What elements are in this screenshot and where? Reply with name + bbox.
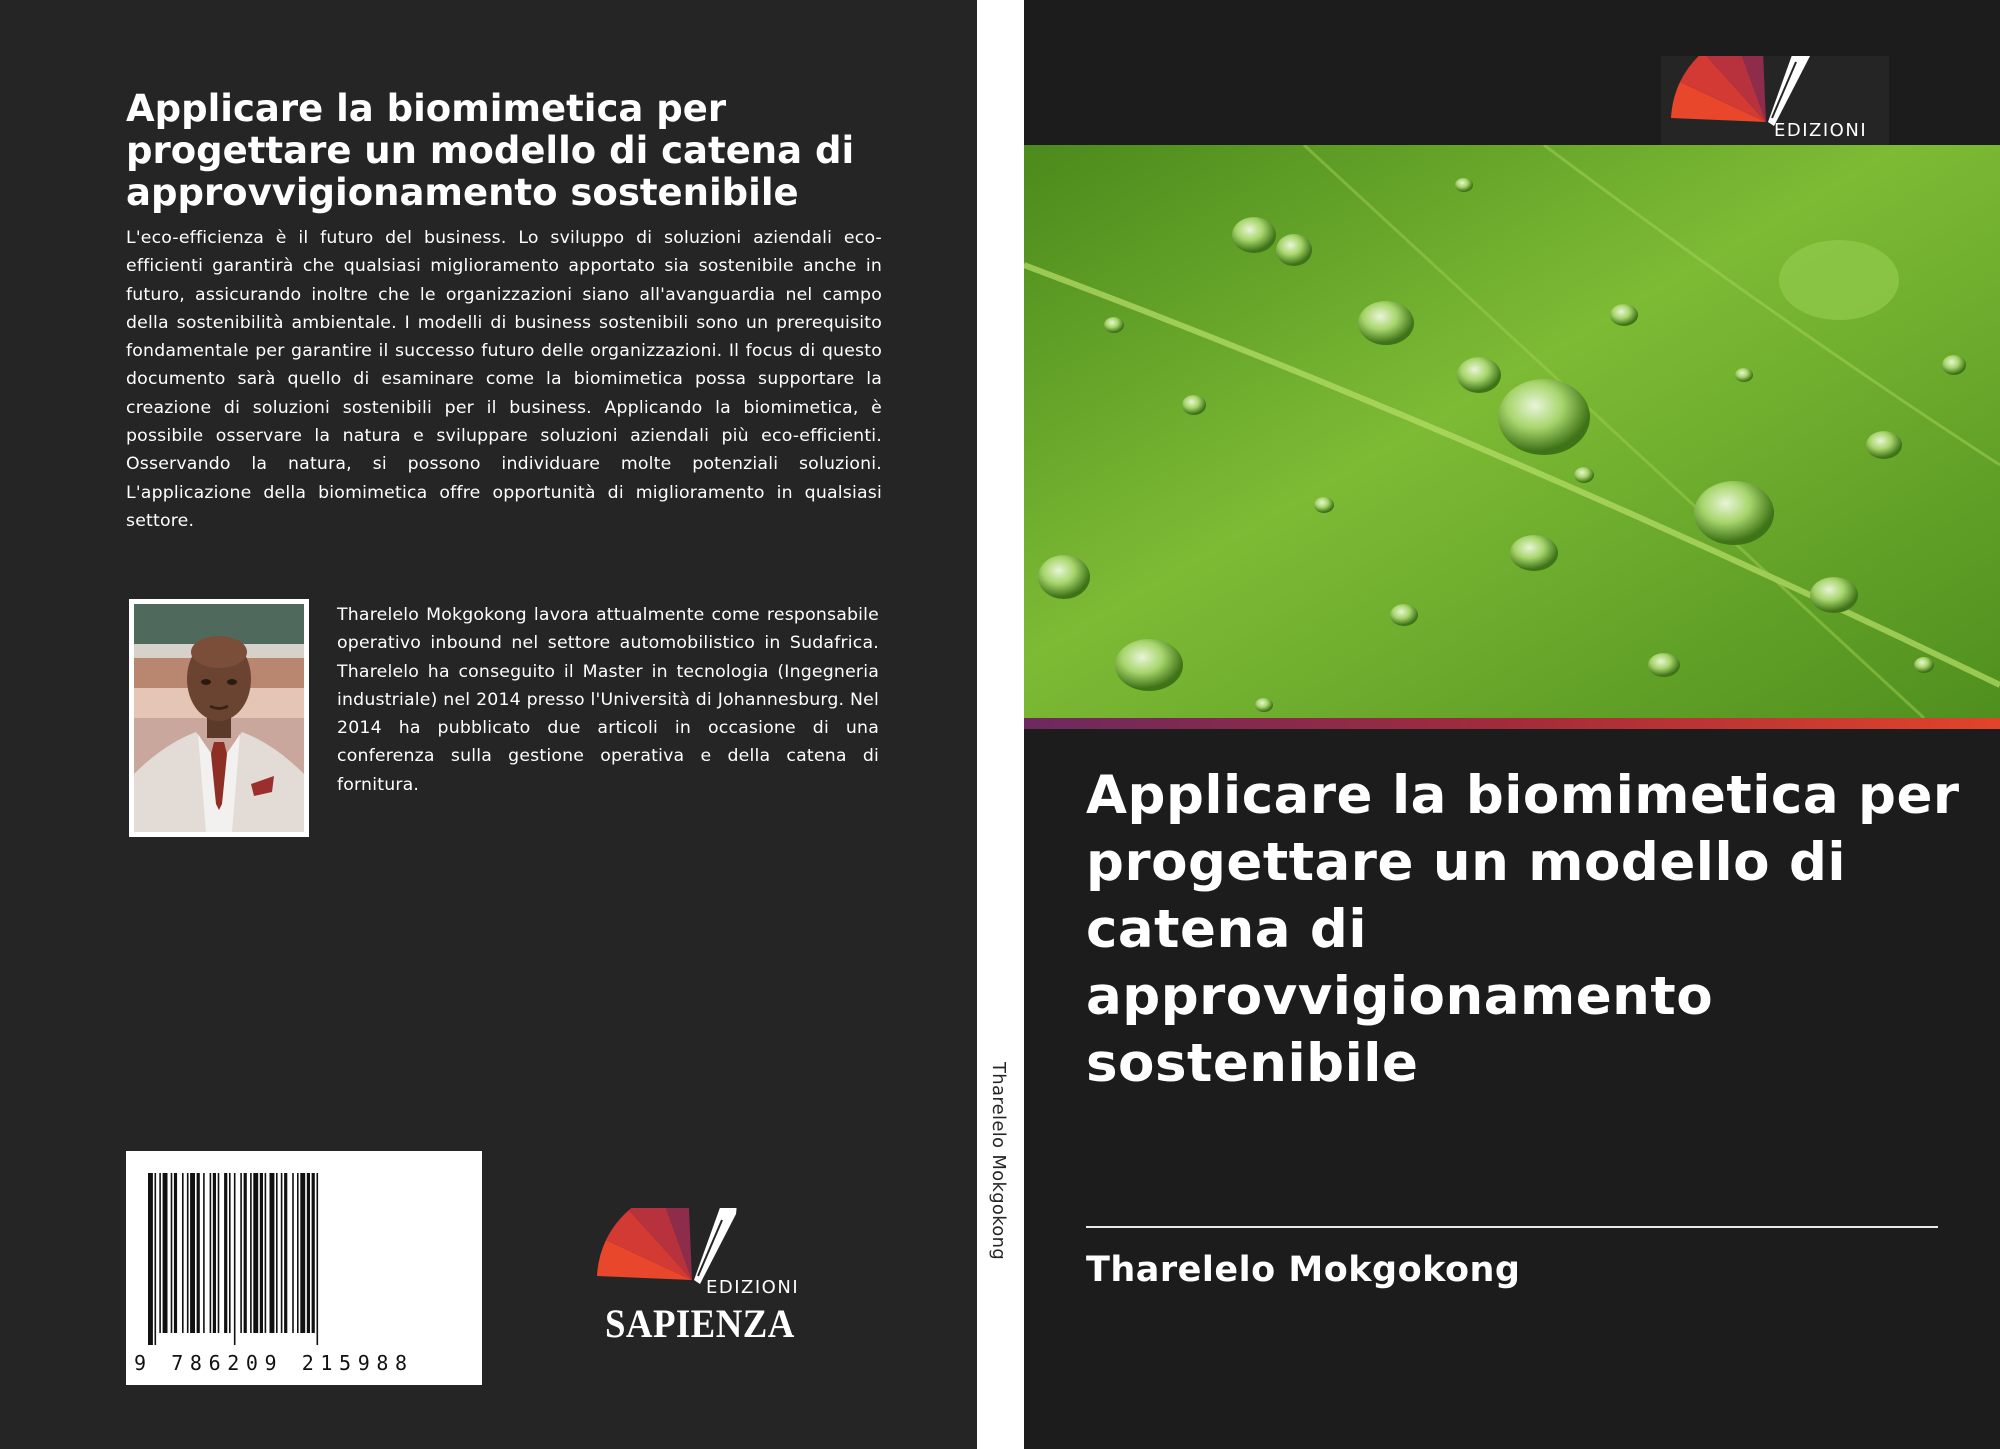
barcode-bar bbox=[276, 1173, 278, 1333]
barcode-bar bbox=[312, 1173, 315, 1333]
leaf-water-drops-image bbox=[1024, 145, 2000, 718]
author-bio: Tharelelo Mokgokong lavora attualmente come responsabile operativo inbound nel settore automobilistico in Sudafrica. Tharelelo ha conseguito il Master in tecnologia (Ingegneria industriale) nel 2014 presso l'Università di Johannesburg. Nel 2014 ha pubblicato due articoli in occasione di una conferenza sulla gestione operativa e della catena di fornitura. bbox=[337, 605, 879, 795]
barcode-bar bbox=[253, 1173, 258, 1333]
barcode-bar bbox=[203, 1173, 205, 1333]
back-cover-blurb: L'eco-efficienza è il futuro del business. Lo sviluppo di soluzioni aziendali eco-efficienti garantirà che qualsiasi miglioramento apportato sia sostenibile anche in futuro, assicurando inoltre che le organizzazioni siano all'avanguardia nel campo della sostenibilità ambientale. I modelli di business sostenibili sono un prerequisito fondamentale per garantire il successo futuro delle organizzazioni. Il focus di questo documento sarà quello di esaminare come la biomimetica possa supportare la creazione di soluzioni sostenibili per il business. Applicando la biomimetica, è possibile osservare la natura e sviluppare soluzioni aziendali più eco-efficienti. Osservando la natura, si possono individuare molte potenziali soluzioni. L'applicazione della biomimetica offre opportunità di miglioramento in qualsiasi settore. bbox=[126, 228, 882, 531]
accent-stripe bbox=[1024, 718, 2000, 729]
back-cover-title: Applicare la biomimetica per progettare un modello di catena di approvvigionamento sostenibile bbox=[126, 87, 855, 214]
logo-edizioni-label: EDIZIONI bbox=[1774, 120, 1868, 141]
barcode-bar bbox=[234, 1173, 236, 1345]
barcode bbox=[126, 1151, 482, 1385]
barcode-bar bbox=[284, 1173, 287, 1333]
logo-sapienza-label: SAPIENZA bbox=[605, 1301, 795, 1346]
barcode-bar bbox=[240, 1173, 242, 1333]
isbn-digits: 9 786209 215988 bbox=[134, 1351, 414, 1375]
barcode-bars bbox=[126, 1151, 482, 1385]
title-divider bbox=[1086, 1226, 1938, 1228]
barcode-bar bbox=[182, 1173, 184, 1333]
barcode-bar bbox=[281, 1173, 283, 1333]
barcode-bar bbox=[250, 1173, 252, 1333]
barcode-bar bbox=[317, 1173, 319, 1345]
barcode-bar bbox=[307, 1173, 310, 1333]
barcode-bar bbox=[265, 1173, 267, 1333]
barcode-bar bbox=[260, 1173, 263, 1333]
barcode-bar bbox=[148, 1173, 153, 1345]
barcode-bar bbox=[190, 1173, 195, 1333]
barcode-bar bbox=[187, 1173, 189, 1333]
logo-edizioni-label: EDIZIONI bbox=[706, 1277, 800, 1298]
front-cover-title: Applicare la biomimetica per progettare un modello di catena di approvvigionamento sostenibile bbox=[1086, 765, 1960, 1094]
barcode-bar bbox=[292, 1173, 294, 1333]
barcode-bar bbox=[244, 1173, 247, 1333]
barcode-bar bbox=[218, 1173, 220, 1333]
barcode-bar bbox=[229, 1173, 231, 1333]
barcode-bar bbox=[224, 1173, 227, 1333]
barcode-bar bbox=[300, 1173, 305, 1333]
barcode-bar bbox=[197, 1173, 200, 1333]
barcode-bar bbox=[159, 1173, 161, 1333]
spine-author: Tharelelo Mokgokong bbox=[988, 1062, 1009, 1261]
front-cover-author: Tharelelo Mokgokong bbox=[1086, 1250, 1521, 1290]
publisher-logo-back bbox=[597, 1208, 815, 1346]
barcode-bar bbox=[297, 1173, 299, 1333]
barcode-bar bbox=[174, 1173, 177, 1333]
barcode-bar bbox=[163, 1173, 168, 1333]
author-photo bbox=[129, 599, 309, 837]
barcode-bar bbox=[155, 1173, 157, 1345]
barcode-bar bbox=[270, 1173, 275, 1333]
barcode-bar bbox=[171, 1173, 173, 1333]
barcode-bar bbox=[210, 1173, 212, 1333]
barcode-bar bbox=[213, 1173, 216, 1333]
